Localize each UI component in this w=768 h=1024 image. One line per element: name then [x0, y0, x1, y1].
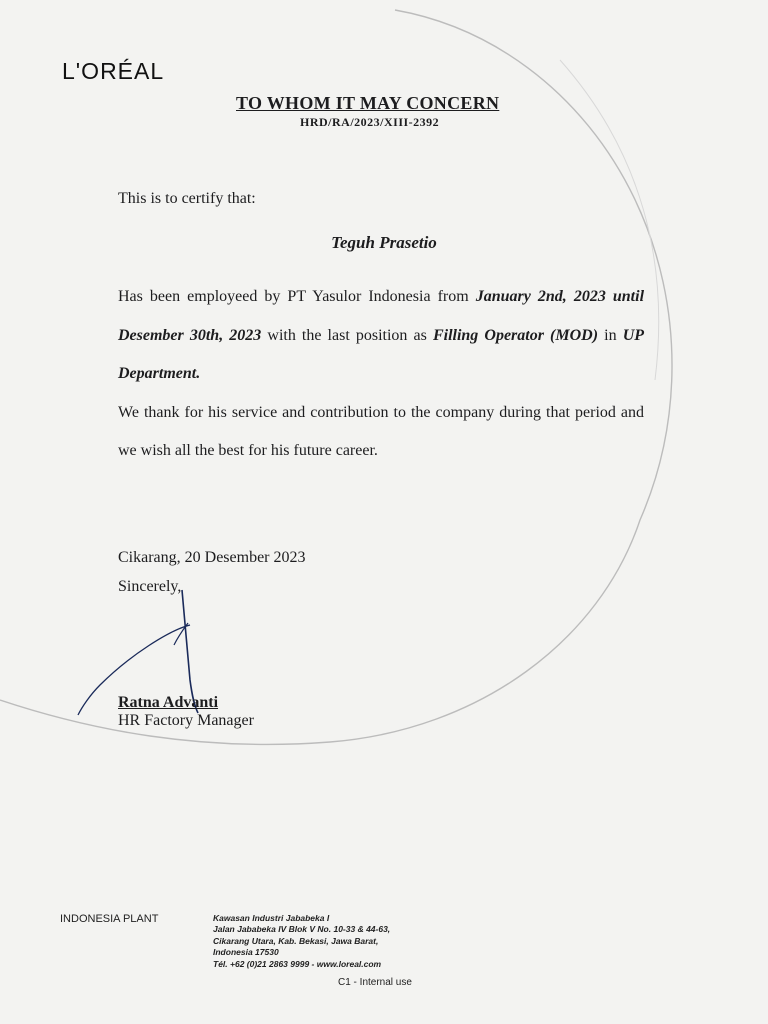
plant-label: INDONESIA PLANT	[60, 913, 159, 925]
letter-title	[236, 93, 499, 114]
end-date: Desember 30th, 2023	[118, 326, 262, 344]
employment-text: Has been employeed by PT Yasulor Indonesia from	[118, 288, 476, 305]
letter-title-text: TO WHOM IT MAY CONCERN	[236, 93, 500, 113]
letter-body	[118, 278, 644, 471]
loreal-logo: L'ORÉAL	[62, 58, 165, 84]
in-text: in	[598, 326, 623, 344]
department-name: UP Department.	[118, 326, 645, 382]
start-date: January 2nd, 2023	[475, 288, 606, 305]
address-line: Kawasan Industri Jababeka I	[213, 913, 330, 923]
reference-number: HRD/RA/2023/XIII-2392	[300, 115, 440, 129]
thanks-paragraph: We thank for his service and contribution to the company during that period and we wish all the best for his future career.	[118, 403, 644, 459]
classification-label: C1 - Internal use	[338, 977, 412, 988]
place-date: Cikarang, 20 Desember 2023	[118, 549, 306, 566]
signer-name: Ratna Advanti	[118, 694, 219, 711]
address-line: Cikarang Utara, Kab. Bekasi, Jawa Barat,	[213, 935, 379, 946]
position-text: with the last position as	[261, 326, 433, 344]
intro-text: This is to certify that:	[118, 190, 256, 207]
plant-address	[213, 913, 390, 970]
until-word: until	[612, 288, 645, 305]
closing-text: Sincerely,	[118, 578, 182, 595]
address-line: Tél. +62 (0)21 2863 9999 - www.loreal.com	[213, 958, 382, 969]
employment-paragraph	[118, 278, 644, 394]
address-line: Jalan Jababeka IV Blok V No. 10-33 & 44-63,	[213, 924, 391, 935]
address-line: Indonesia 17530	[213, 947, 279, 958]
employee-name: Teguh Prasetio	[331, 233, 437, 252]
signer-title: HR Factory Manager	[118, 712, 254, 729]
position-title: Filling Operator (MOD)	[432, 326, 599, 344]
spacer-text	[606, 288, 613, 305]
